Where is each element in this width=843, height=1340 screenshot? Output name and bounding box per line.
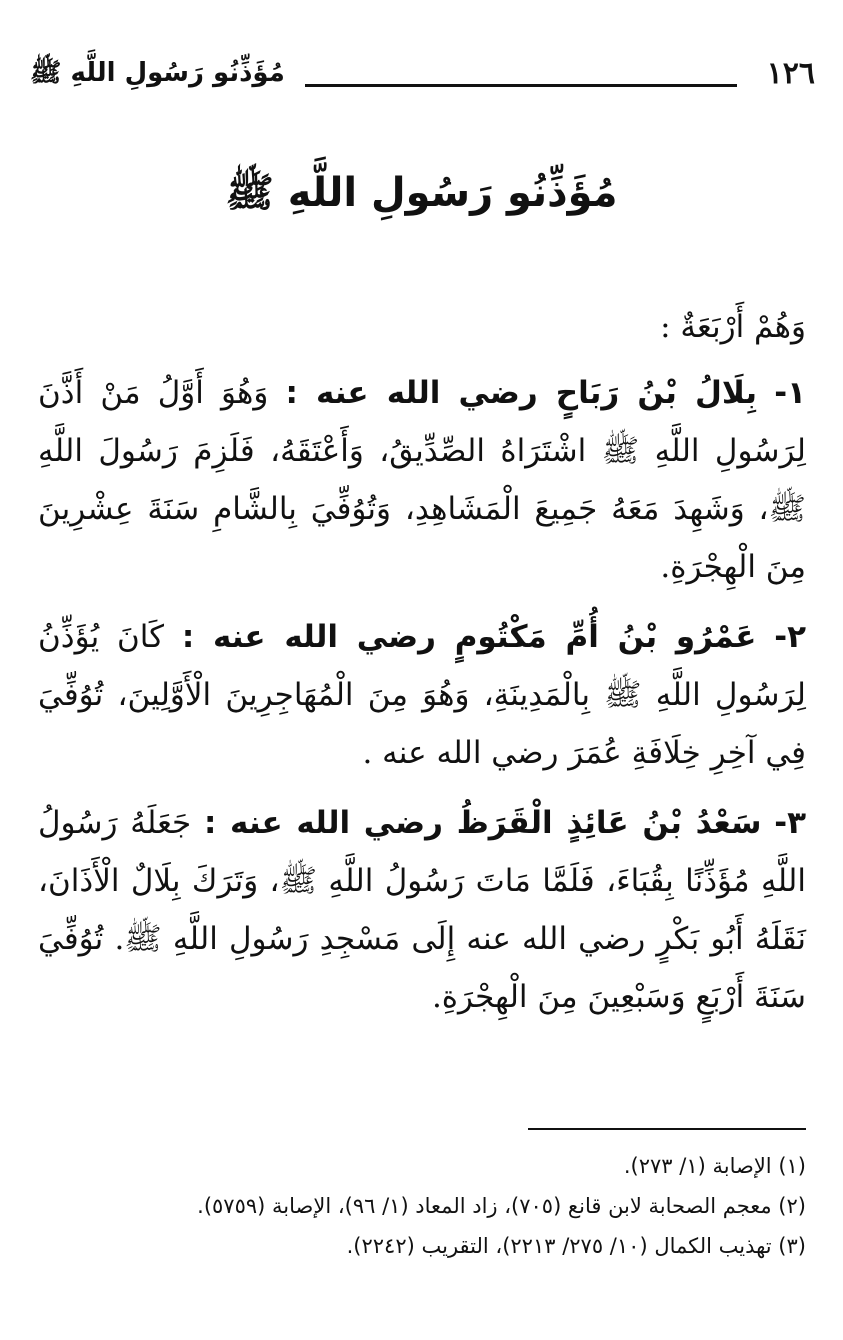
header-rule — [305, 84, 737, 87]
entry-text: وَهُوَ أَوَّلُ مَنْ أَذَّنَ لِرَسُولِ اللَّهِ ﷺ اشْتَرَاهُ الصِّدِّيقُ، وَأَعْتَقَهُ، فَلَزِمَ رَسُولَ اللَّهِ ﷺ، وَشَهِدَ مَعَهُ جَمِيعَ الْمَشَاهِدِ، وَتُوُفِّيَ بِالشَّامِ سَنَةَ عِشْرِينَ مِنَ الْهِجْرَةِ. — [38, 375, 806, 585]
intro-line: وَهُمْ أَرْبَعَةٌ : — [660, 309, 806, 345]
entry-number: ٢- — [774, 619, 806, 655]
entry-number: ١- — [774, 375, 807, 411]
entry-text: جَعَلَهُ رَسُولُ اللَّهِ مُؤَذِّنًا بِقُبَاءَ، فَلَمَّا مَاتَ رَسُولُ اللَّهِ ﷺ، وَتَرَكَ بِلَالٌ الْأَذَانَ، نَقَلَهُ أَبُو بَكْرٍ رضي الله عنه إِلَى مَسْجِدِ رَسُولِ اللَّهِ ﷺ. تُوُفِّيَ سَنَةَ أَرْبَعٍ وَسَبْعِينَ مِنَ الْهِجْرَةِ. — [38, 805, 806, 1015]
running-title: مُؤَذِّنُو رَسُولِ اللَّهِ ﷺ — [30, 58, 285, 88]
footnote: (١) الإصابة (١/ ٢٧٣). — [623, 1154, 806, 1178]
entry-bilal — [38, 364, 806, 596]
footnote: (٢) معجم الصحابة لابن قانع (٧٠٥)، زاد المعاد (١/ ٩٦)، الإصابة (٥٧٥٩). — [197, 1194, 806, 1218]
running-header — [30, 56, 815, 100]
entry-name: بِلَالُ بْنُ رَبَاحٍ رضي الله عنه : — [285, 375, 758, 411]
footnotes — [38, 1146, 806, 1266]
chapter-title: مُؤَذِّنُو رَسُولِ اللَّهِ ﷺ — [225, 170, 618, 216]
entry-saad — [38, 794, 806, 1026]
entry-amr — [38, 608, 806, 782]
footnote: (٣) تهذيب الكمال (١٠/ ٢٧٥/ ٢٢١٣)، التقريب (٢٢٤٢). — [346, 1234, 806, 1258]
footnote-separator — [528, 1128, 806, 1130]
entry-name: سَعْدُ بْنُ عَائِذٍ الْقَرَظُ رضي الله عنه : — [203, 805, 762, 841]
entry-number: ٣- — [774, 805, 807, 841]
main-text — [38, 298, 806, 1038]
page-number: ١٢٦ — [766, 56, 815, 91]
entry-text: كَانَ يُؤَذِّنُ لِرَسُولِ اللَّهِ ﷺ بِالْمَدِينَةِ، وَهُوَ مِنَ الْمُهَاجِرِينَ الْأَوَّلِينَ، تُوُفِّيَ فِي آخِرِ خِلَافَةِ عُمَرَ رضي الله عنه . — [38, 619, 806, 771]
entry-name: عَمْرُو بْنُ أُمِّ مَكْتُومٍ رضي الله عنه : — [181, 619, 757, 655]
